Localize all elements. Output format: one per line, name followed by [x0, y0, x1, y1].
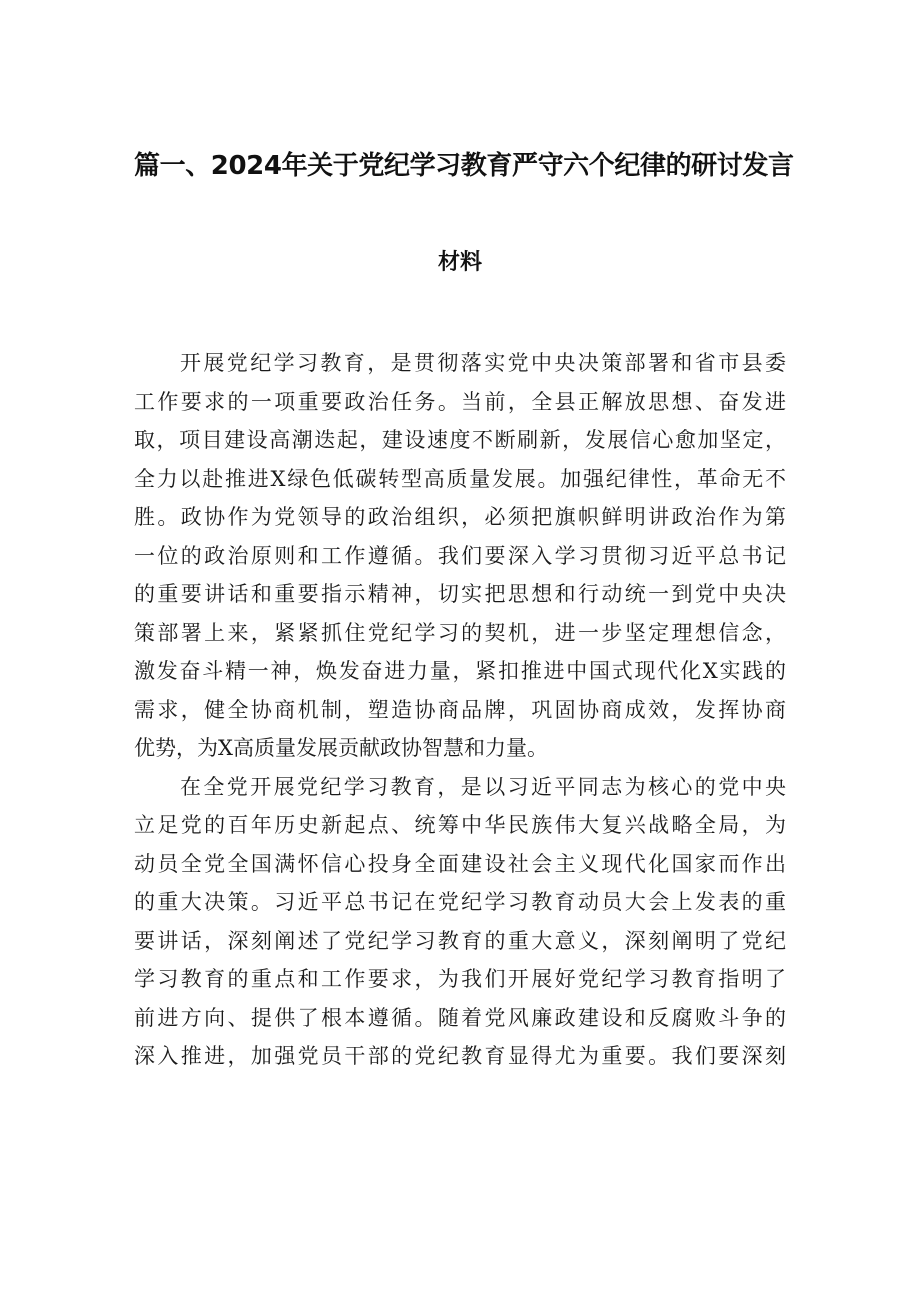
text-line: 优势，为X高质量发展贡献政协智慧和力量。	[134, 736, 548, 760]
text-line: 需求，健全协商机制，塑造协商品牌，巩固协商成效，发挥协商	[134, 697, 786, 722]
text-line: 深入推进，加强党员干部的党纪教育显得尤为重要。我们要深刻	[134, 1044, 786, 1068]
document-title-line-1: 篇一、2024年关于党纪学习教育严守六个纪律的研讨发言	[134, 151, 794, 181]
text-line: 在全党开展党纪学习教育，是以习近平同志为核心的党中央	[180, 774, 786, 799]
text-line: 的重大决策。习近平总书记在党纪学习教育动员大会上发表的重	[134, 890, 786, 914]
text-line: 立足党的百年历史新起点、统筹中华民族伟大复兴战略全局，为	[134, 813, 786, 837]
document-body	[134, 344, 786, 1076]
text-line: 激发奋斗精一神，焕发奋进力量，紧扣推进中国式现代化X实践的	[134, 659, 786, 683]
text-line: 要讲话，深刻阐述了党纪学习教育的重大意义，深刻阐明了党纪	[134, 928, 786, 953]
document-title-line-2: 材料	[437, 250, 482, 275]
text-line: 一位的政治原则和工作遵循。我们要深入学习贯彻习近平总书记	[134, 543, 786, 568]
text-line: 策部署上来，紧紧抓住党纪学习的契机，进一步坚定理想信念，	[134, 620, 786, 645]
text-line: 工作要求的一项重要政治任务。当前，全县正解放思想、奋发进	[134, 389, 786, 414]
text-line: 的重要讲话和重要指示精神，切实把思想和行动统一到党中央决	[134, 582, 786, 606]
text-line: 动员全党全国满怀信心投身全面建设社会主义现代化国家而作出	[134, 851, 786, 876]
paragraph-2	[134, 768, 786, 1076]
text-line: 前进方向、提供了根本遵循。随着党风廉政建设和反腐败斗争的	[134, 1005, 786, 1030]
text-line: 全力以赴推进X绿色低碳转型高质量发展。加强纪律性，革命无不	[134, 466, 786, 491]
text-line: 开展党纪学习教育，是贯彻落实党中央决策部署和省市县委	[180, 351, 786, 375]
text-line: 学习教育的重点和工作要求，为我们开展好党纪学习教育指明了	[134, 967, 786, 991]
text-line: 取，项目建设高潮迭起，建设速度不断刷新，发展信心愈加坚定，	[134, 428, 786, 452]
text-line: 胜。政协作为党领导的政治组织，必须把旗帜鲜明讲政治作为第	[134, 505, 786, 529]
paragraph-1	[134, 344, 786, 768]
